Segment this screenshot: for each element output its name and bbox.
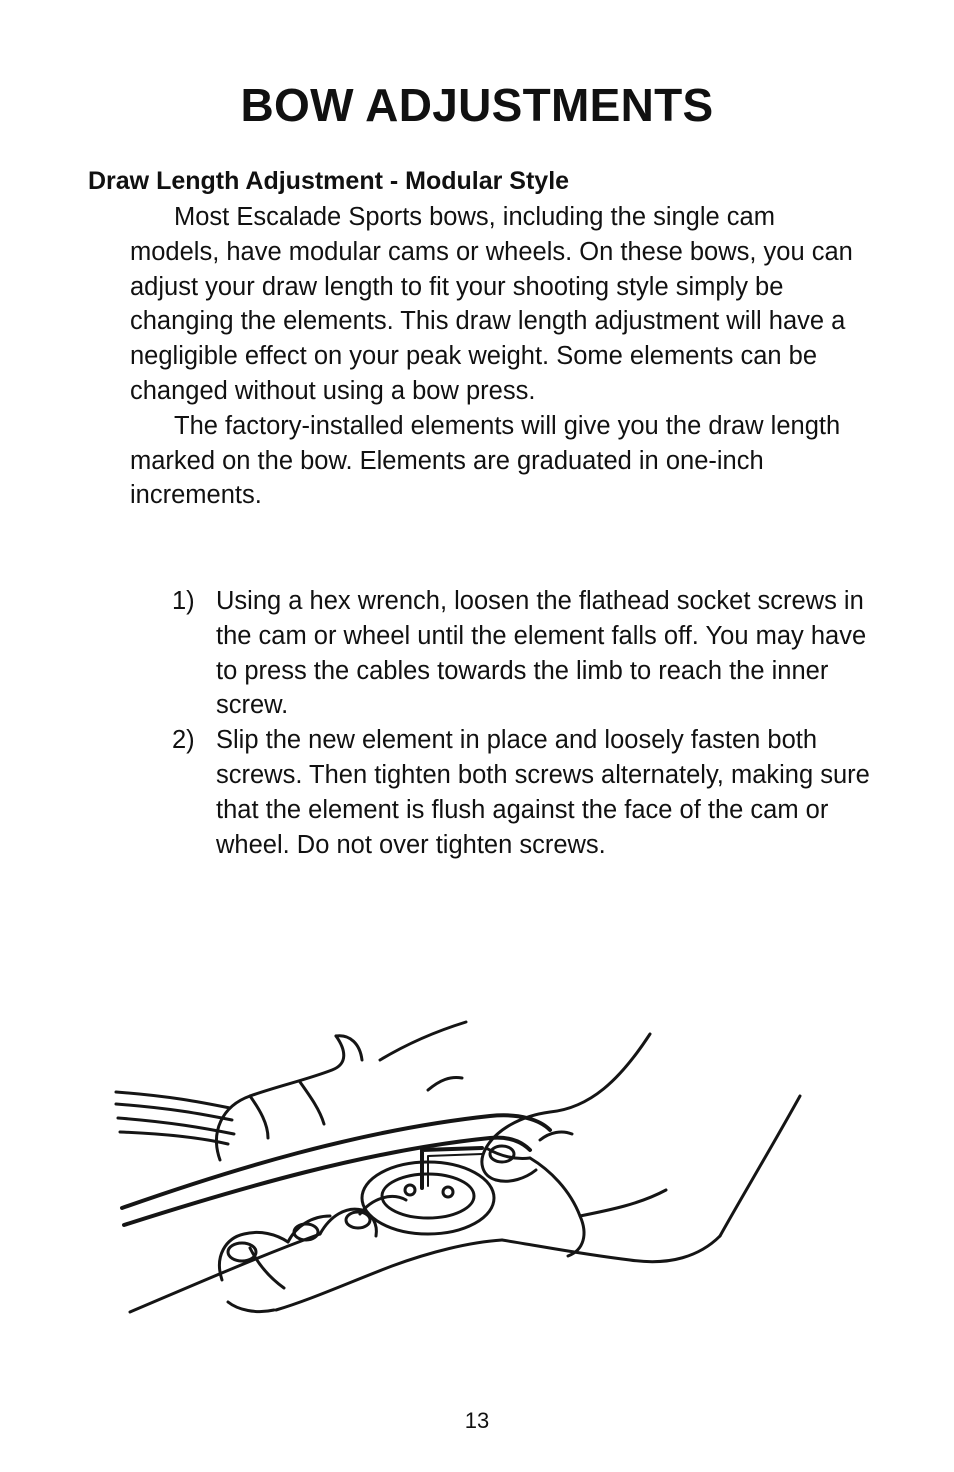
steps-list	[172, 584, 872, 862]
paragraph-factory-elements: The factory-installed elements will give you the draw length marked on the bow. Elements are graduated in one-inch increments.	[130, 411, 841, 510]
body-text	[130, 200, 870, 513]
page-title: BOW ADJUSTMENTS	[240, 79, 714, 131]
step-text: Using a hex wrench, loosen the flathead socket screws in the cam or wheel until the element falls off. You may have to press the cables towards the limb to reach the inner screw.	[216, 587, 867, 720]
step-item	[172, 723, 872, 862]
step-number: 2)	[172, 726, 195, 755]
step-text: Slip the new element in place and loosely fasten both screws. Then tighten both screws alternately, making sure that the element is flush against the face of the cam or wheel. Do not over tighten screws.	[216, 726, 870, 859]
page-number: 13	[464, 1408, 490, 1433]
paragraph-intro: Most Escalade Sports bows, including the single cam models, have modular cams or wheels. On these bows, you can adjust your draw length to fit your shooting style simply be changing the elements. This draw length adjustment will have a negligible effect on your peak weight. Some elements can be changed without using a bow press.	[130, 203, 853, 405]
step-number: 1)	[172, 587, 195, 615]
step-item	[172, 584, 872, 723]
section-heading: Draw Length Adjustment - Modular Style	[88, 167, 570, 195]
hands-adjusting-cam-illustration	[110, 1020, 830, 1350]
